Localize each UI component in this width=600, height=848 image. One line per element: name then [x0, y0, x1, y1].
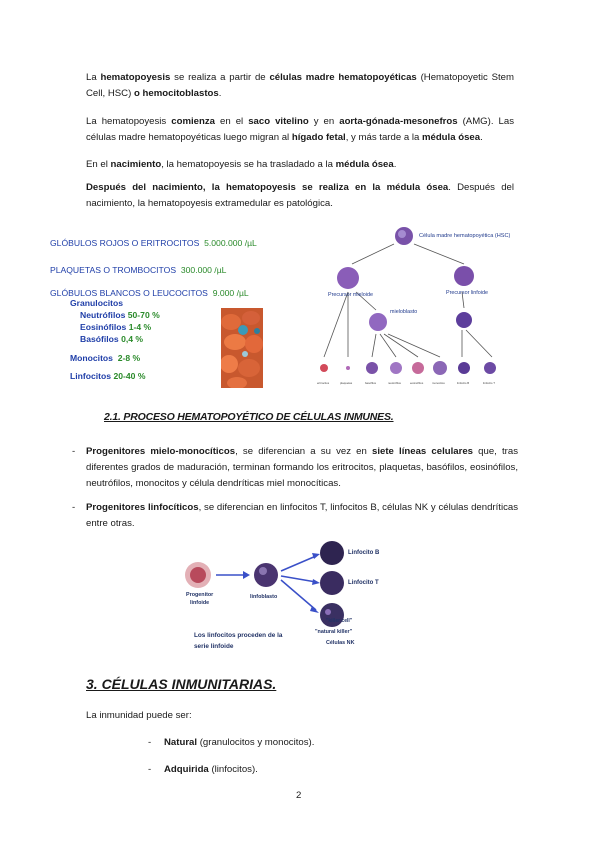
cell-label-bcell: linfocito B [457, 381, 470, 385]
caption-line-2: serie linfoide [194, 643, 234, 650]
tcell-label: Linfocito T [348, 580, 379, 586]
cell-label-platelets: plaquetas [340, 381, 353, 385]
platelets-line: PLAQUETAS O TROMBOCITOS 300.000 /µL [50, 265, 227, 275]
page-number: 2 [296, 790, 302, 801]
myeloid-label: Precursor mieloide [328, 292, 373, 298]
immunity-intro: La inmunidad puede ser: [86, 710, 192, 721]
neutrophils-line: Neutrófilos 50-70 % [80, 310, 160, 320]
hematopoiesis-diagram [314, 222, 520, 390]
cell-label-tcell: linfocito T [483, 381, 495, 385]
basophils-line: Basófilos 0,4 % [80, 334, 144, 344]
rbc-line: GLÓBULOS ROJOS O ERITROCITOS 5.000.000 /µL [50, 238, 257, 248]
progenitor-label-2: linfoide [190, 600, 210, 606]
section-3-title: 3. CÉLULAS INMUNITARIAS. [86, 676, 277, 692]
myeloblast-label: mieloblasto [390, 309, 418, 315]
immunity-natural: - Natural (granulocitos y monocitos). [148, 737, 315, 748]
bullet-myelo: - Progenitores mielo-monocíticos, se diferencian a su vez en siete líneas celulares que, tras diferentes grados de maduración, terminan formando los eritrocitos, plaquetas, basófilos, eosinófilos, neutrófilos, monocitos y célula dendríticas miel monocíticas. [72, 446, 518, 489]
lymphoid-label: Precursor linfoide [446, 290, 488, 296]
paragraph-after-birth: Después del nacimiento, la hematopoyesis se realiza en la médula ósea. Después del nacimiento, la hematopoyesis extramedular es patológica. [86, 182, 514, 209]
lymphoid-diagram [180, 538, 380, 650]
hsc-label: Célula madre hematopoyética (HSC) [419, 233, 511, 239]
blood-cells-photo [221, 308, 263, 388]
paragraph-birth: En el nacimiento, la hematopoyesis se ha trasladado a la médula ósea. [86, 159, 397, 170]
bcell-label: Linfocito B [348, 550, 380, 556]
lymphoblast-label: linfoblasto [250, 594, 278, 600]
natural-killer-label: "natural killer" [315, 629, 353, 635]
wbc-line: GLÓBULOS BLANCOS O LEUCOCITOS 9.000 /µL [50, 288, 249, 298]
cell-label-erythrocytes: eritrocitos [317, 381, 330, 385]
cell-label-basophils: basófilos [365, 381, 377, 385]
nk-cells-label: Células NK [326, 640, 355, 646]
paragraph-origin: La hematopoyesis comienza en el saco vitelino y en aorta-gónada-mesonefros (AMG). Las células madre hematopoyéticas luego migran al hígado fetal, y más tarde a la médula ósea. [86, 116, 515, 143]
killer-cell-label: "killer cell" [326, 618, 353, 624]
cell-label-neutrophils: neutrófilos [388, 381, 401, 385]
section-2-1-title: 2.1. PROCESO HEMATOPOYÉTICO DE CÉLULAS INMUNES. [104, 411, 394, 423]
granulocytes-label: Granulocitos [70, 298, 124, 308]
eosinophils-line: Eosinófilos 1-4 % [80, 322, 152, 332]
monocytes-line: Monocitos 2-8 % [70, 353, 141, 363]
immunity-acquired: - Adquirida (linfocitos). [148, 764, 258, 775]
lymphocytes-line: Linfocitos 20-40 % [70, 371, 146, 381]
bullet-lympho: - Progenitores linfocíticos, se diferencian en linfocitos T, linfocitos B, células NK y células dendríticas entre otras. [72, 502, 519, 529]
cell-label-eosinophils: eosinófilos [410, 381, 424, 385]
progenitor-label: Progenitor [186, 592, 214, 598]
cell-label-monocytes: monocitos [432, 381, 445, 385]
paragraph-hsc: La hematopoyesis se realiza a partir de células madre hematopoyéticas (Hematopoyetic Stem Cell, HSC) o hemocitoblastos. [86, 72, 514, 99]
caption-line-1: Los linfocitos proceden de la [194, 632, 283, 639]
